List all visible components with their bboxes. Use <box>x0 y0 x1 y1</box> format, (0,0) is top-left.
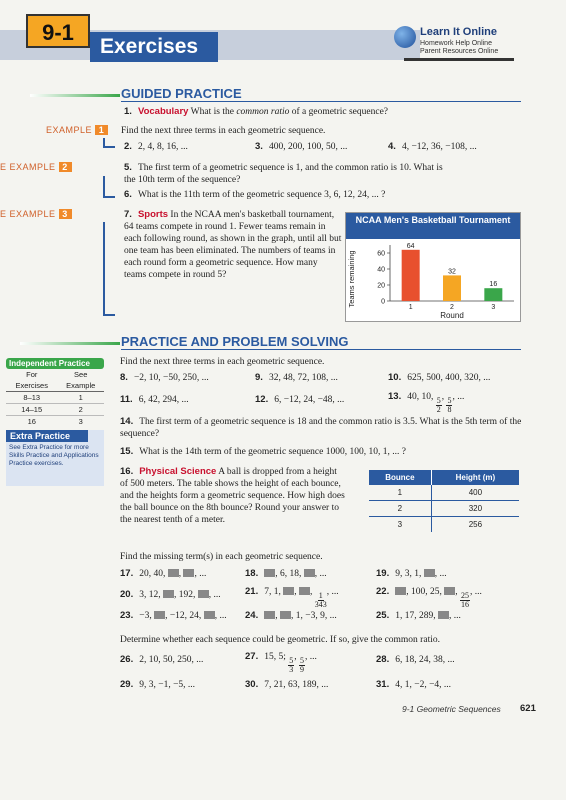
table-cell: 14–15 <box>21 405 43 414</box>
example-label: E EXAMPLE <box>0 209 56 219</box>
extra-practice-text: See Extra Practice for more Skills Practice and Applications Practice exercises. <box>9 444 99 467</box>
q9-text: 32, 48, 72, 108, ... <box>268 373 338 383</box>
q17-b: , <box>178 569 184 579</box>
exercise-28 <box>376 654 455 666</box>
table-cell: 256 <box>468 520 483 529</box>
denominator: 3 <box>289 665 294 674</box>
data-label: 32 <box>448 268 456 276</box>
ncaa-chart <box>345 212 521 322</box>
exercise-16 <box>120 466 346 526</box>
exercise-num: 17. <box>120 568 134 579</box>
blank-box <box>444 587 455 595</box>
q4-text: 4, −12, 36, −108, ... <box>401 142 477 152</box>
bar <box>484 288 502 301</box>
table-row <box>6 404 104 416</box>
exercise-num: 23. <box>120 610 134 621</box>
example-label: E EXAMPLE <box>0 162 56 172</box>
exercise-num: 28. <box>376 654 390 665</box>
page-title: Exercises <box>90 32 218 62</box>
exercise-19 <box>376 568 447 580</box>
q15-text: What is the 14th term of the geometric sequence 1000, 100, 10, 1, ... ? <box>139 447 406 457</box>
exercise-23 <box>120 610 227 622</box>
q31-text: 4, 1, −2, −4, ... <box>395 680 452 690</box>
practice-heading-rule <box>121 349 521 350</box>
lesson-number-badge: 9-1 <box>26 14 90 48</box>
exercise-31 <box>376 679 451 691</box>
sports-label: Sports <box>137 209 169 220</box>
learn-online-line2: Parent Resources Online <box>420 48 499 55</box>
q24-c: , 1, −3, 9, ... <box>290 611 337 621</box>
table-row <box>6 392 104 404</box>
table-cell: 8–13 <box>23 393 41 402</box>
exercise-num: 16. <box>120 466 134 477</box>
exercise-7 <box>124 209 342 281</box>
table-row <box>369 485 519 501</box>
q21-a: 7, 1, <box>264 587 284 597</box>
table-row <box>6 416 104 428</box>
q22-b: , 100, 25, <box>406 587 445 597</box>
exercise-num: 22. <box>376 586 390 597</box>
exercise-num: 20. <box>120 589 134 600</box>
q1-text-em: common ratio <box>236 107 290 117</box>
exercise-5 <box>124 162 454 186</box>
example-num: 2 <box>59 162 72 172</box>
example-label: EXAMPLE <box>46 125 93 135</box>
q21-c: , <box>309 587 315 597</box>
exercise-30 <box>245 679 328 691</box>
denominator: 2 <box>436 405 441 414</box>
q25-a: 1, 17, 289, <box>395 611 438 621</box>
q20-c: , ... <box>208 590 221 600</box>
exercise-25 <box>376 610 461 622</box>
page-number: 621 <box>520 703 536 714</box>
exercise-num: 27. <box>245 651 259 662</box>
blank-box <box>283 587 294 595</box>
blank-box <box>264 569 275 577</box>
q22-c: , <box>455 587 460 597</box>
exercise-num: 13. <box>388 391 402 402</box>
blank-box <box>299 587 310 595</box>
y-tick-label: 20 <box>377 282 385 290</box>
numerator: 1 <box>318 591 323 600</box>
blank-box <box>163 590 174 598</box>
table-cell: 400 <box>468 488 483 497</box>
denominator: 343 <box>314 600 327 609</box>
exercise-num: 19. <box>376 568 390 579</box>
exercise-4 <box>388 141 477 153</box>
exercise-num: 25. <box>376 610 390 621</box>
numerator: 25 <box>460 591 469 600</box>
physical-science-label: Physical Science <box>139 466 217 477</box>
q25-c: , ... <box>448 611 461 621</box>
q26-text: 2, 10, 50, 250, ... <box>139 655 204 665</box>
q18-b: , 6, 18, <box>275 569 304 579</box>
exercise-num: 12. <box>255 394 269 405</box>
q13-text-a: 40, 10, <box>407 392 436 402</box>
col-see: See <box>74 370 88 379</box>
q16-text: A ball is dropped from a height of 500 meters. The table shows the height of each bounce, and the heights form a geometric sequence. How high does the ball bounce on the 8th bounce? Round your answer to the nearest tenth of a meter. <box>120 467 345 525</box>
denominator: 16 <box>460 600 469 609</box>
exercise-20 <box>120 589 221 601</box>
q22-d: , ... <box>469 587 482 597</box>
q19-a: 9, 3, 1, <box>395 569 424 579</box>
exercise-num: 31. <box>376 679 390 690</box>
x-tick-label: 1 <box>408 304 413 311</box>
numerator: 5 <box>447 396 452 405</box>
exercise-9 <box>255 372 338 384</box>
guided-heading-stripe <box>30 94 120 97</box>
exercise-27 <box>245 651 317 674</box>
exercise-num: 4. <box>388 141 396 152</box>
extra-practice-title: Extra Practice <box>6 430 88 442</box>
q23-c: , ... <box>214 611 227 621</box>
exercise-13 <box>388 391 464 414</box>
exercise-num: 1. <box>124 106 132 117</box>
table-cell: 320 <box>468 504 483 513</box>
bracket-1 <box>103 138 115 148</box>
guided-heading-rule <box>121 101 521 102</box>
exercise-12 <box>255 394 344 406</box>
exercise-num: 26. <box>120 654 134 665</box>
q24-b: , <box>275 611 280 621</box>
blank-box <box>304 569 315 577</box>
blank-box <box>395 587 406 595</box>
table-row <box>369 501 519 517</box>
chart-title: NCAA Men's Basketball Tournament <box>346 213 520 239</box>
q27-b: , ... <box>304 652 317 662</box>
exercise-num: 11. <box>120 394 133 405</box>
x-axis-label: Round <box>440 311 464 320</box>
header-bounce: Bounce <box>369 470 431 485</box>
q7-text: In the NCAA men's basketball tournament, 64 teams compete in round 1. Fewer teams remain in each following round, as shown in the graph, until all but one team has been eliminated. The numbers of teams in each round form a geometric sequence. How many teams compete in round 5? <box>124 210 342 280</box>
q17-a: 20, 40, <box>139 569 168 579</box>
chart-plot <box>346 239 520 321</box>
q10-text: 625, 500, 400, 320, ... <box>407 373 491 383</box>
table-cell: 1 <box>369 485 431 501</box>
table-cell: 3 <box>369 517 431 533</box>
example-tag-3 <box>0 209 72 222</box>
globe-icon <box>394 26 416 48</box>
blank-box <box>168 569 179 577</box>
learn-online-box <box>394 24 524 68</box>
bar <box>402 250 420 301</box>
table-cell: 2 <box>369 501 431 517</box>
blank-box <box>438 611 449 619</box>
y-tick-label: 60 <box>377 250 385 258</box>
table-header-row <box>6 380 104 392</box>
independent-practice-box <box>6 358 104 427</box>
guided-instruction: Find the next three terms in each geometric sequence. <box>121 126 326 136</box>
exercise-15 <box>120 446 406 458</box>
table-cell: 16 <box>27 417 36 426</box>
vocabulary-label: Vocabulary <box>137 106 189 117</box>
exercise-num: 29. <box>120 679 134 690</box>
table-header-row <box>6 369 104 380</box>
numerator: 5 <box>299 656 304 665</box>
exercise-26 <box>120 654 203 666</box>
exercise-num: 7. <box>124 209 132 220</box>
footer-section: 9-1 Geometric Sequences <box>402 704 501 714</box>
fraction <box>315 592 327 609</box>
practice-heading-stripe <box>20 342 120 345</box>
bracket-3 <box>103 222 115 316</box>
exercise-1 <box>124 106 388 118</box>
x-tick-label: 2 <box>450 304 454 311</box>
blank-box <box>183 569 194 577</box>
example-tag-1 <box>46 125 108 138</box>
q6-text: What is the 11th term of the geometric sequence 3, 6, 12, 24, ... ? <box>137 190 386 200</box>
exercise-3 <box>255 141 347 153</box>
separator: , <box>294 652 299 662</box>
exercise-2 <box>124 141 188 153</box>
q14-text: The first term of a geometric sequence is 18 and the common ratio is 3.5. What is the 5th term of the sequence? <box>120 417 522 439</box>
bounce-table <box>369 470 519 532</box>
exercise-num: 6. <box>124 189 132 200</box>
practice-heading: PRACTICE AND PROBLEM SOLVING <box>121 334 349 349</box>
example-num: 1 <box>95 125 108 135</box>
exercise-14 <box>120 416 530 440</box>
exercise-10 <box>388 372 490 384</box>
q20-a: 3, 12, <box>139 590 163 600</box>
exercise-num: 18. <box>245 568 259 579</box>
header-bar <box>0 14 566 74</box>
exercise-6 <box>124 189 385 201</box>
q18-c: , ... <box>314 569 327 579</box>
exercise-22 <box>376 586 482 609</box>
q3-text: 400, 200, 100, 50, ... <box>268 142 348 152</box>
blank-box <box>280 611 291 619</box>
blank-box <box>154 611 165 619</box>
y-axis-label: Teams remaining <box>347 250 356 308</box>
table-header-row <box>369 470 519 485</box>
header-height: Height (m) <box>455 473 496 482</box>
exercise-num: 3. <box>255 141 263 152</box>
extra-practice-box <box>6 430 104 486</box>
example-num: 3 <box>59 209 72 219</box>
y-tick-label: 40 <box>377 266 385 274</box>
q12-text: 6, −12, 24, −48, ... <box>274 395 345 405</box>
table-row <box>369 517 519 533</box>
q1-text-b: of a geometric sequence? <box>289 107 389 117</box>
q29-text: 9, 3, −1, −5, ... <box>139 680 196 690</box>
learn-online-line1: Homework Help Online <box>420 40 492 47</box>
q8-text: −2, 10, −50, 250, ... <box>133 373 209 383</box>
learn-online-underline <box>404 58 514 61</box>
q27-a: 15, 5; <box>264 652 289 662</box>
q21-b: , <box>294 587 299 597</box>
exercise-num: 10. <box>388 372 402 383</box>
q17-c: , ... <box>194 569 207 579</box>
example-tag-2 <box>0 162 72 175</box>
data-label: 16 <box>489 281 498 289</box>
exercise-num: 9. <box>255 372 263 383</box>
q21-d: , ... <box>326 587 339 597</box>
exercise-num: 30. <box>245 679 259 690</box>
q13-text-b: , ... <box>452 392 465 402</box>
exercise-18 <box>245 568 327 580</box>
q28-text: 6, 18, 24, 38, ... <box>395 655 455 665</box>
practice-instruction: Find the next three terms in each geometric sequence. <box>120 357 325 367</box>
q1-text-a: What is the <box>190 107 237 117</box>
geometric-instruction: Determine whether each sequence could be geometric. If so, give the common ratio. <box>120 635 440 645</box>
table-cell: 1 <box>78 393 83 402</box>
q11-text: 6, 42, 294, ... <box>138 395 189 405</box>
fraction <box>460 592 470 609</box>
numerator: 5 <box>289 656 294 665</box>
exercise-num: 14. <box>120 416 134 427</box>
exercise-8 <box>120 372 209 384</box>
numerator: 5 <box>436 396 441 405</box>
guided-practice-heading: GUIDED PRACTICE <box>121 86 242 101</box>
denominator: 9 <box>299 665 304 674</box>
exercise-num: 8. <box>120 372 128 383</box>
q19-c: , ... <box>434 569 447 579</box>
independent-practice-table <box>6 369 104 427</box>
denominator: 8 <box>447 405 452 414</box>
bar <box>443 275 461 301</box>
exercise-11 <box>120 394 189 406</box>
learn-online-title: Learn It Online <box>420 26 498 38</box>
separator: , <box>441 392 447 402</box>
bracket-2 <box>103 176 115 198</box>
q23-a: −3, <box>139 611 155 621</box>
q5-text: The first term of a geometric sequence is 1, and the common ratio is 10. What is the 10th term of the sequence? <box>124 163 443 185</box>
missing-terms-instruction: Find the missing term(s) in each geometric sequence. <box>120 552 323 562</box>
exercise-num: 24. <box>245 610 259 621</box>
blank-box <box>204 611 215 619</box>
y-tick-label: 0 <box>381 298 385 306</box>
table-cell: 2 <box>78 405 83 414</box>
blank-box <box>424 569 435 577</box>
exercise-num: 21. <box>245 586 259 597</box>
col-example: Example <box>66 381 96 390</box>
exercise-29 <box>120 679 195 691</box>
exercise-num: 15. <box>120 446 134 457</box>
exercise-17 <box>120 568 206 580</box>
table-cell: 3 <box>78 417 83 426</box>
independent-practice-title: Independent Practice <box>6 358 104 369</box>
x-tick-label: 3 <box>491 304 496 311</box>
q20-b: , 192, <box>173 590 198 600</box>
data-label: 64 <box>406 242 415 250</box>
col-for: For <box>26 370 38 379</box>
blank-box <box>264 611 275 619</box>
exercise-24 <box>245 610 337 622</box>
col-exercises: Exercises <box>15 381 48 390</box>
q30-text: 7, 21, 63, 189, ... <box>264 680 329 690</box>
exercise-21 <box>245 586 339 609</box>
exercise-num: 2. <box>124 141 132 152</box>
blank-box <box>198 590 209 598</box>
q2-text: 2, 4, 8, 16, ... <box>137 142 188 152</box>
q23-b: , −12, 24, <box>165 611 204 621</box>
exercise-num: 5. <box>124 162 132 173</box>
